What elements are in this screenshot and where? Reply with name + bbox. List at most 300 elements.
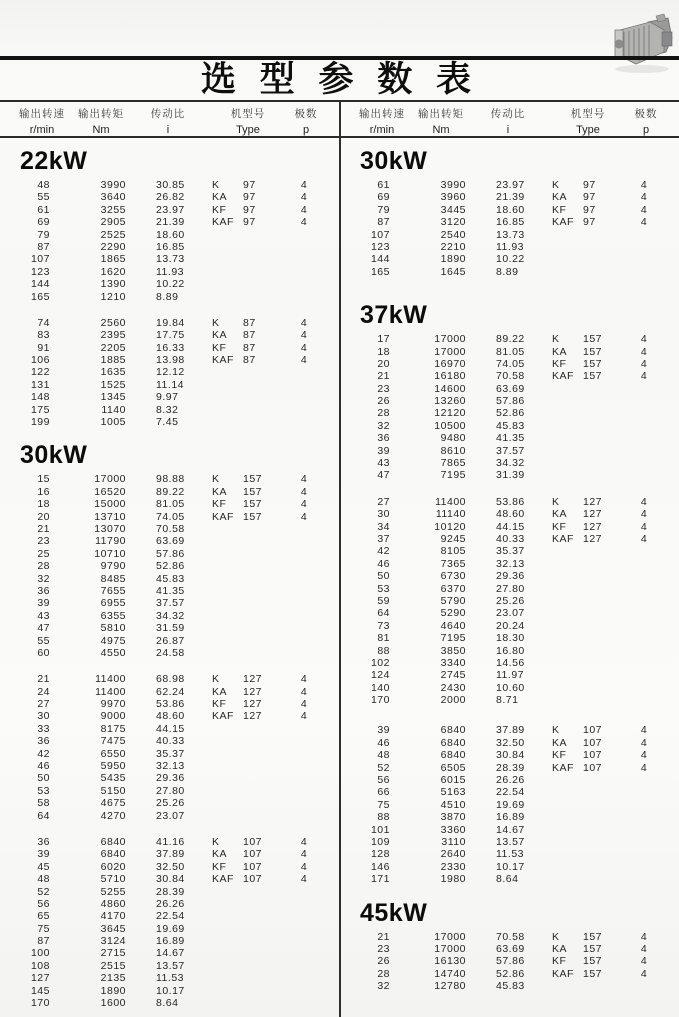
data-block (0, 673, 339, 822)
cell-output-speed: 53 (377, 582, 390, 595)
cell-output-torque: 16520 (94, 485, 126, 498)
header-poles: 极数 p (294, 108, 318, 136)
table-row (0, 523, 339, 535)
cell-output-speed: 123 (370, 240, 390, 253)
cell-output-torque: 3990 (440, 179, 466, 191)
cell-type-name: KA (552, 345, 568, 358)
cell-ratio: 23.07 (156, 809, 185, 822)
cell-type-name: KA (212, 485, 228, 498)
cell-output-torque: 1210 (100, 290, 126, 303)
cell-output-torque: 3645 (100, 922, 126, 935)
cell-output-torque: 6840 (440, 724, 466, 737)
cell-type-name: KAF (552, 761, 574, 774)
cell-type-number: 157 (243, 485, 263, 498)
cell-type-name: K (212, 473, 220, 486)
cell-ratio: 26.82 (156, 191, 185, 204)
cell-ratio: 48.60 (496, 508, 525, 521)
cell-ratio: 16.89 (156, 935, 185, 948)
cell-output-torque: 6355 (100, 609, 126, 622)
header-model-type: 机型号 Type (230, 108, 266, 136)
cell-output-torque: 17000 (434, 930, 466, 943)
table-row (340, 508, 679, 520)
table-header-left (0, 102, 339, 136)
cell-ratio: 44.15 (156, 722, 185, 735)
cell-output-speed: 32 (377, 419, 390, 432)
cell-output-speed: 15 (37, 473, 50, 486)
cell-output-torque: 1140 (101, 403, 126, 416)
cell-output-speed: 148 (30, 391, 50, 404)
table-row (340, 848, 679, 860)
table-row (340, 229, 679, 241)
table-row (0, 698, 339, 710)
cell-ratio: 37.89 (156, 848, 185, 861)
cell-ratio: 28.39 (156, 885, 185, 898)
cell-ratio: 27.80 (496, 582, 525, 595)
cell-ratio: 14.67 (496, 823, 525, 836)
cell-output-speed: 25 (37, 547, 50, 560)
cell-type-number: 87 (243, 354, 256, 367)
cell-ratio: 11.53 (156, 972, 184, 985)
cell-poles: 4 (640, 508, 648, 521)
cell-ratio: 62.24 (156, 685, 185, 698)
table-row (340, 724, 679, 736)
table-row (0, 610, 339, 622)
cell-ratio: 14.56 (496, 656, 525, 669)
table-row (340, 216, 679, 228)
cell-output-torque: 5810 (100, 622, 126, 635)
cell-ratio: 21.39 (496, 191, 525, 204)
cell-output-speed: 28 (37, 560, 50, 573)
table-row (0, 647, 339, 659)
cell-output-speed: 165 (370, 265, 390, 278)
table-row (0, 573, 339, 585)
cell-ratio: 30.84 (496, 749, 525, 762)
cell-output-torque: 2430 (440, 681, 466, 694)
cell-ratio: 8.64 (496, 873, 519, 886)
cell-output-speed: 88 (377, 644, 390, 657)
cell-type-number: 157 (243, 498, 263, 511)
cell-type-name: KAF (212, 710, 234, 723)
cell-ratio: 13.57 (496, 835, 525, 848)
cell-output-torque: 17000 (434, 345, 466, 358)
cell-poles: 4 (300, 341, 308, 354)
cell-ratio: 41.16 (156, 835, 185, 848)
cell-poles: 4 (300, 329, 308, 342)
cell-output-speed: 39 (377, 724, 390, 737)
table-row (340, 694, 679, 706)
cell-output-speed: 36 (37, 735, 50, 748)
cell-ratio: 16.80 (496, 644, 525, 657)
cell-output-speed: 48 (37, 179, 50, 191)
cell-ratio: 19.69 (156, 922, 185, 935)
cell-ratio: 16.33 (156, 341, 185, 354)
cell-poles: 4 (300, 698, 308, 711)
cell-type-number: 97 (583, 216, 596, 229)
cell-output-torque: 1885 (100, 354, 126, 367)
table-row (0, 278, 339, 290)
cell-output-torque: 5150 (100, 784, 126, 797)
cell-ratio: 11.53 (496, 848, 524, 861)
cell-output-torque: 6840 (100, 848, 126, 861)
table-row (0, 622, 339, 634)
cell-ratio: 10.17 (156, 984, 185, 997)
cell-poles: 4 (640, 532, 648, 545)
cell-output-speed: 48 (37, 873, 50, 886)
cell-type-name: K (552, 495, 560, 508)
cell-ratio: 35.37 (496, 545, 525, 558)
cell-output-speed: 47 (37, 622, 50, 635)
cell-output-speed: 56 (37, 897, 50, 910)
cell-output-speed: 55 (37, 634, 50, 647)
cell-output-torque: 2205 (100, 341, 126, 354)
cell-output-torque: 11140 (435, 508, 466, 521)
cell-ratio: 25.26 (496, 594, 525, 607)
header-ratio: 传动比 i (150, 108, 186, 136)
cell-output-torque: 3110 (441, 835, 466, 848)
cell-ratio: 12.12 (156, 366, 185, 379)
cell-ratio: 11.97 (496, 669, 524, 682)
table-row (340, 799, 679, 811)
cell-poles: 4 (640, 370, 648, 383)
cell-ratio: 81.05 (496, 345, 525, 358)
table-row (340, 980, 679, 992)
cell-output-speed: 43 (377, 457, 390, 470)
cell-output-speed: 107 (30, 253, 50, 266)
table-row (340, 496, 679, 508)
cell-output-torque: 4270 (100, 809, 126, 822)
cell-type-number: 157 (583, 955, 603, 968)
cell-output-torque: 15000 (94, 498, 126, 511)
table-row (0, 985, 339, 997)
table-row (340, 346, 679, 358)
cell-output-speed: 23 (377, 942, 390, 955)
cell-output-speed: 146 (370, 860, 390, 873)
cell-ratio: 32.13 (496, 557, 525, 570)
cell-output-torque: 5710 (100, 873, 126, 886)
cell-output-speed: 66 (377, 786, 390, 799)
cell-ratio: 32.50 (496, 736, 525, 749)
table-row (340, 762, 679, 774)
cell-output-speed: 87 (37, 935, 50, 948)
cell-poles: 4 (640, 203, 648, 216)
cell-output-torque: 5435 (100, 772, 126, 785)
cell-type-name: K (212, 316, 220, 329)
table-row (340, 595, 679, 607)
cell-type-number: 97 (243, 179, 256, 191)
cell-ratio: 81.05 (156, 498, 185, 511)
cell-ratio: 98.88 (156, 473, 185, 486)
cell-type-number: 157 (583, 930, 603, 943)
cell-type-name: KAF (552, 216, 574, 229)
table-row (0, 560, 339, 572)
cell-type-name: KAF (552, 967, 574, 980)
cell-output-torque: 3340 (440, 656, 466, 669)
cell-output-speed: 30 (37, 710, 50, 723)
cell-output-torque: 14600 (434, 382, 466, 395)
cell-ratio: 70.58 (496, 930, 525, 943)
cell-type-number: 107 (243, 860, 263, 873)
cell-output-torque: 1980 (440, 873, 466, 886)
cell-output-torque: 7365 (440, 557, 466, 570)
cell-output-speed: 28 (377, 407, 390, 420)
cell-output-torque: 7655 (100, 584, 126, 597)
cell-type-name: KF (552, 520, 567, 533)
cell-ratio: 70.58 (156, 522, 185, 535)
cell-poles: 4 (640, 179, 648, 191)
cell-ratio: 31.59 (156, 622, 185, 635)
cell-output-torque: 8610 (440, 444, 466, 457)
cell-type-number: 87 (243, 329, 256, 342)
table-row (340, 333, 679, 345)
header-ratio: 传动比 i (490, 108, 526, 136)
cell-type-name: KA (212, 685, 228, 698)
cell-output-speed: 175 (30, 403, 50, 416)
data-block (340, 724, 679, 885)
cell-output-speed: 24 (37, 685, 50, 698)
cell-type-number: 127 (583, 495, 603, 508)
cell-output-speed: 107 (370, 228, 390, 241)
cell-output-torque: 16970 (434, 357, 466, 370)
table-row (0, 797, 339, 809)
cell-ratio: 37.89 (496, 724, 525, 737)
cell-output-speed: 140 (370, 681, 390, 694)
table-row (340, 266, 679, 278)
cell-output-torque: 4675 (100, 797, 126, 810)
table-row (0, 673, 339, 685)
cell-poles: 4 (300, 473, 308, 486)
cell-type-name: KF (552, 203, 567, 216)
cell-output-speed: 36 (37, 584, 50, 597)
cell-type-name: KA (212, 191, 228, 204)
cell-poles: 4 (640, 942, 648, 955)
cell-ratio: 10.22 (156, 278, 185, 291)
table-row (0, 511, 339, 523)
cell-ratio: 40.33 (496, 532, 525, 545)
cell-output-speed: 73 (377, 619, 390, 632)
table-row (0, 291, 339, 303)
cell-output-torque: 9000 (100, 710, 126, 723)
table-row (0, 947, 339, 959)
cell-ratio: 11.93 (496, 240, 524, 253)
cell-ratio: 22.54 (496, 786, 525, 799)
cell-output-speed: 18 (377, 345, 390, 358)
cell-poles: 4 (640, 216, 648, 229)
cell-ratio: 41.35 (496, 432, 525, 445)
cell-type-name: KF (552, 357, 567, 370)
cell-output-torque: 9970 (100, 698, 126, 711)
cell-output-torque: 12120 (434, 407, 466, 420)
cell-poles: 4 (640, 345, 648, 358)
cell-type-number: 87 (243, 341, 256, 354)
cell-output-torque: 2330 (440, 860, 466, 873)
cell-ratio: 16.89 (496, 811, 525, 824)
cell-output-speed: 36 (377, 432, 390, 445)
table-row (0, 635, 339, 647)
cell-output-speed: 122 (30, 366, 50, 379)
cell-output-torque: 6550 (100, 747, 126, 760)
cell-type-number: 107 (243, 848, 263, 861)
table-row (0, 585, 339, 597)
cell-output-speed: 21 (37, 673, 50, 686)
table-row (340, 955, 679, 967)
cell-output-speed: 20 (37, 510, 50, 523)
cell-ratio: 63.69 (496, 942, 525, 955)
table-row (340, 737, 679, 749)
cell-ratio: 32.50 (156, 860, 185, 873)
cell-output-speed: 21 (377, 930, 390, 943)
cell-output-torque: 17000 (434, 942, 466, 955)
cell-ratio: 23.97 (156, 203, 185, 216)
cell-type-name: K (552, 333, 560, 346)
table-row (0, 473, 339, 485)
cell-output-speed: 65 (37, 910, 50, 923)
cell-output-torque: 13260 (434, 395, 466, 408)
cell-ratio: 31.39 (496, 469, 525, 482)
cell-output-speed: 39 (37, 848, 50, 861)
cell-poles: 4 (640, 724, 648, 737)
table-row (0, 848, 339, 860)
cell-ratio: 53.86 (496, 495, 525, 508)
cell-poles: 4 (640, 333, 648, 346)
data-column-left (0, 140, 339, 1009)
cell-ratio: 9.97 (156, 391, 179, 404)
cell-output-speed: 36 (37, 835, 50, 848)
cell-ratio: 21.39 (156, 216, 185, 229)
table-row (340, 558, 679, 570)
table-row (0, 229, 339, 241)
cell-output-speed: 87 (377, 216, 390, 229)
cell-ratio: 30.85 (156, 179, 185, 191)
table-row (340, 669, 679, 681)
cell-ratio: 52.86 (156, 560, 185, 573)
cell-output-torque: 10710 (94, 547, 126, 560)
cell-output-torque: 16180 (434, 370, 466, 383)
cell-output-torque: 9790 (100, 560, 126, 573)
cell-output-speed: 50 (37, 772, 50, 785)
table-row (0, 191, 339, 203)
page-title: 选 型 参 数 表 (201, 60, 478, 99)
table-row (0, 329, 339, 341)
cell-ratio: 18.60 (496, 203, 525, 216)
cell-ratio: 23.97 (496, 179, 525, 191)
cell-output-speed: 60 (37, 646, 50, 659)
cell-output-speed: 83 (37, 329, 50, 342)
cell-output-torque: 7195 (440, 469, 466, 482)
cell-output-speed: 32 (37, 572, 50, 585)
cell-ratio: 37.57 (496, 444, 525, 457)
cell-ratio: 45.83 (496, 419, 525, 432)
cell-type-name: KF (212, 203, 227, 216)
cell-type-number: 157 (583, 345, 603, 358)
cell-ratio: 11.14 (156, 378, 184, 391)
cell-type-name: KA (552, 942, 568, 955)
cell-output-speed: 61 (37, 203, 50, 216)
table-row (340, 836, 679, 848)
table-row (0, 735, 339, 747)
cell-poles: 4 (640, 191, 648, 204)
cell-output-torque: 1645 (440, 265, 466, 278)
table-row (0, 910, 339, 922)
cell-output-speed: 52 (37, 885, 50, 898)
cell-output-torque: 2540 (440, 228, 466, 241)
cell-ratio: 27.80 (156, 784, 185, 797)
cell-ratio: 16.85 (496, 216, 525, 229)
cell-ratio: 8.32 (156, 403, 179, 416)
cell-ratio: 14.67 (156, 947, 185, 960)
table-row (340, 521, 679, 533)
table-row (0, 861, 339, 873)
cell-output-torque: 4640 (440, 619, 466, 632)
cell-type-name: KAF (552, 532, 574, 545)
cell-output-speed: 106 (30, 354, 50, 367)
cell-output-torque: 13710 (94, 510, 126, 523)
cell-ratio: 29.36 (156, 772, 185, 785)
cell-ratio: 8.64 (156, 997, 179, 1010)
cell-output-speed: 46 (377, 736, 390, 749)
table-row (340, 645, 679, 657)
cell-type-number: 97 (243, 191, 256, 204)
cell-output-torque: 6505 (440, 761, 466, 774)
cell-output-torque: 11400 (95, 673, 126, 686)
cell-ratio: 74.05 (156, 510, 185, 523)
cell-type-number: 97 (583, 179, 596, 191)
cell-type-number: 157 (583, 967, 603, 980)
cell-output-torque: 3445 (440, 203, 466, 216)
cell-output-torque: 1390 (100, 278, 126, 291)
table-row (0, 935, 339, 947)
cell-ratio: 13.73 (156, 253, 185, 266)
cell-output-speed: 32 (377, 980, 390, 993)
cell-output-torque: 3640 (100, 191, 126, 204)
cell-ratio: 22.54 (156, 910, 185, 923)
table-row (0, 723, 339, 735)
cell-output-speed: 17 (377, 333, 390, 346)
cell-poles: 4 (640, 520, 648, 533)
cell-poles: 4 (300, 673, 308, 686)
cell-ratio: 13.98 (156, 354, 185, 367)
cell-ratio: 57.86 (156, 547, 185, 560)
cell-poles: 4 (300, 191, 308, 204)
cell-type-name: KAF (212, 354, 234, 367)
cell-output-speed: 144 (30, 278, 50, 291)
cell-ratio: 10.60 (496, 681, 525, 694)
cell-output-torque: 1345 (100, 391, 126, 404)
table-row (0, 179, 339, 191)
cell-ratio: 52.86 (496, 967, 525, 980)
cell-output-torque: 16130 (434, 955, 466, 968)
cell-output-speed: 124 (370, 669, 390, 682)
cell-poles: 4 (300, 685, 308, 698)
table-row (340, 407, 679, 419)
table-row (0, 972, 339, 984)
cell-output-torque: 3850 (440, 644, 466, 657)
cell-type-number: 107 (243, 835, 263, 848)
cell-type-name: KAF (552, 370, 574, 383)
cell-output-speed: 61 (377, 179, 390, 191)
table-row (0, 391, 339, 403)
cell-output-torque: 3255 (100, 203, 126, 216)
table-row (340, 620, 679, 632)
table-row (0, 710, 339, 722)
table-row (340, 943, 679, 955)
cell-output-speed: 64 (377, 607, 390, 620)
cell-output-speed: 69 (377, 191, 390, 204)
cell-ratio: 10.22 (496, 253, 525, 266)
header-output-speed: 输出转速 r/min (359, 108, 405, 136)
cell-output-speed: 170 (30, 997, 50, 1010)
cell-poles: 4 (300, 316, 308, 329)
cell-ratio: 13.57 (156, 959, 185, 972)
